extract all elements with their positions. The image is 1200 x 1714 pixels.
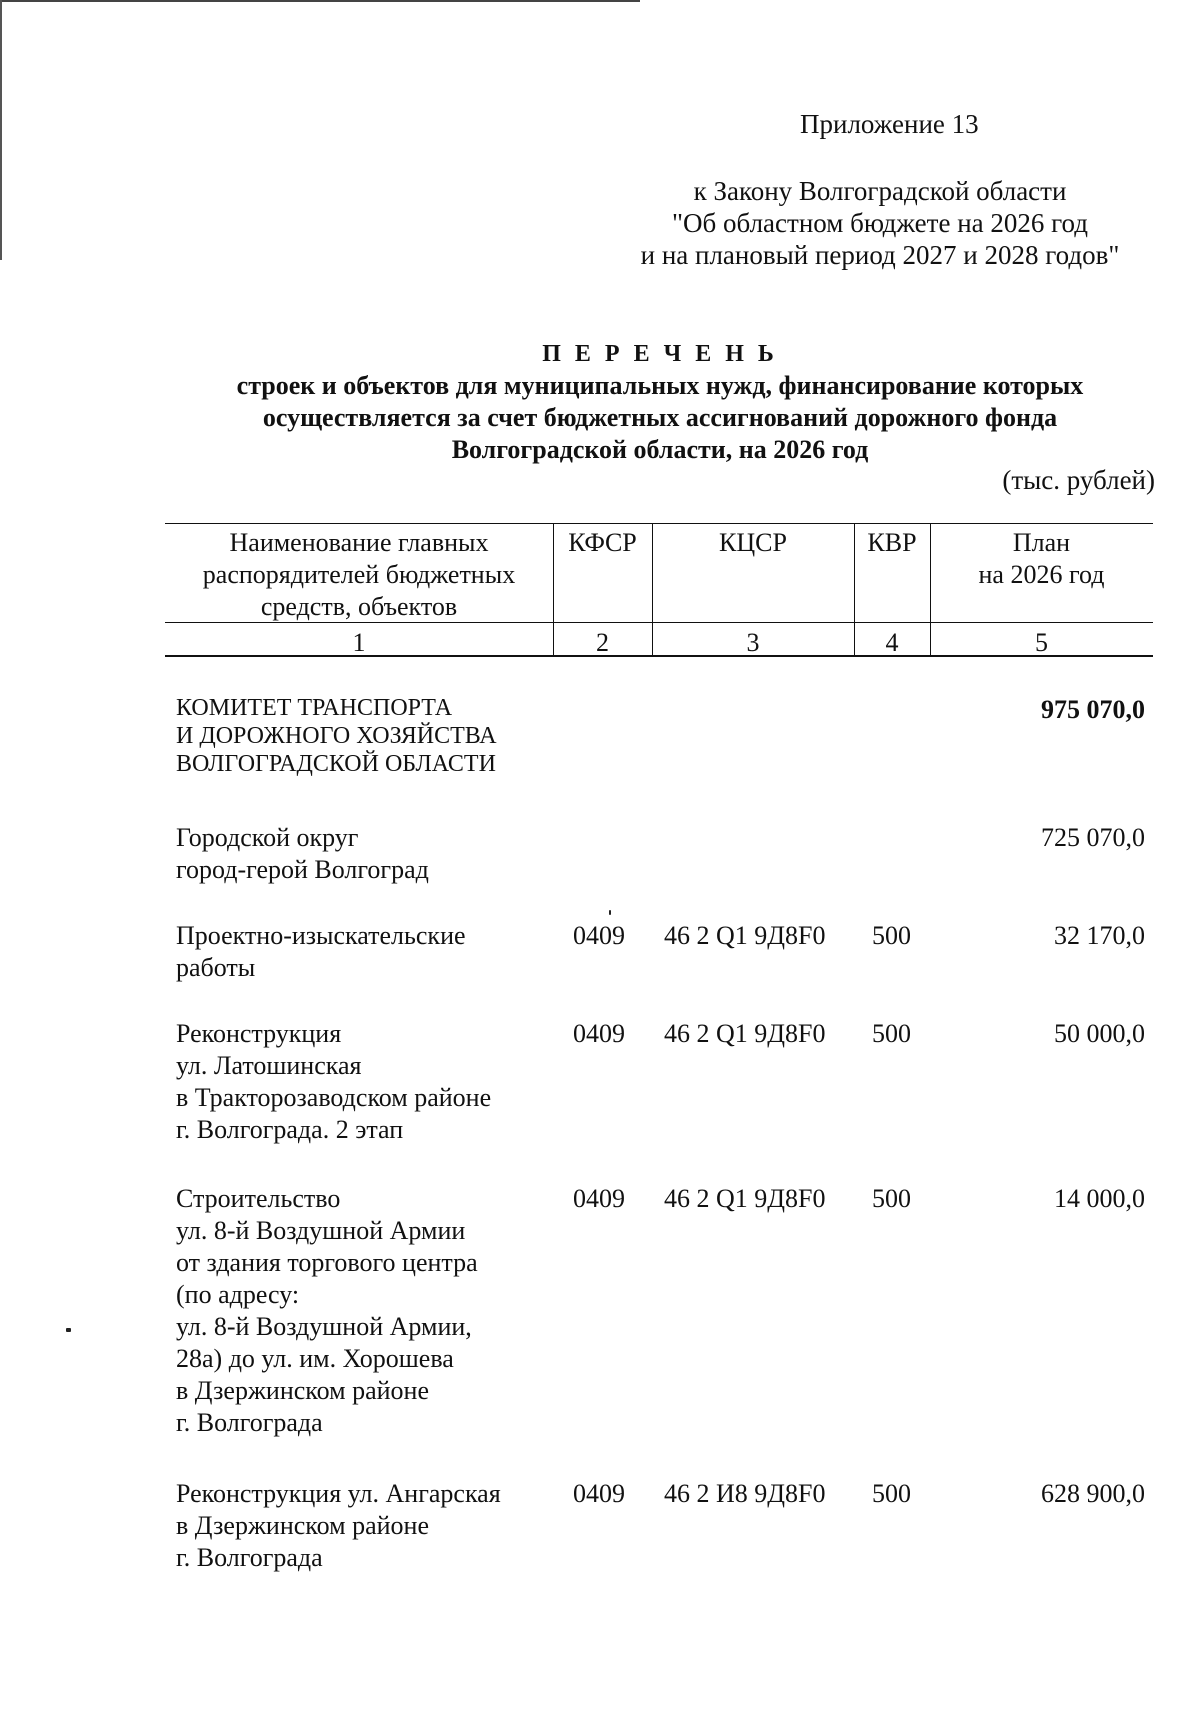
row-name-line: г. Волгограда (176, 1408, 323, 1437)
row-name-line: (по адресу: (176, 1280, 300, 1309)
row-name-line: ВОЛГОГРАДСКОЙ ОБЛАСТИ (176, 751, 496, 777)
row-name-line: Строительство (176, 1184, 341, 1213)
header-plan-line: на 2026 год (978, 560, 1105, 589)
row-kfsr: 0409 (573, 921, 625, 950)
column-number: 5 (1035, 628, 1048, 657)
scan-speck (66, 1328, 71, 1332)
row-name-line: г. Волгограда (176, 1543, 323, 1572)
column-number: 4 (885, 628, 899, 657)
row-name-line: Проектно-изыскательские (176, 921, 466, 950)
row-name-line: в Тракторозаводском районе (176, 1083, 492, 1112)
row-amount: 725 070,0 (1041, 823, 1145, 852)
law-reference-line: к Закону Волгоградской области (693, 176, 1067, 206)
law-reference-line: "Об областном бюджете на 2026 год (672, 208, 1088, 238)
table-row-name (176, 920, 556, 984)
law-reference (600, 175, 1160, 271)
header-kfsr: КФСР (568, 528, 637, 557)
column-number: 3 (746, 628, 760, 657)
row-name-line: ул. Латошинская (176, 1051, 362, 1080)
row-name-line: 28а) до ул. им. Хорошева (176, 1344, 454, 1373)
table-row-name (176, 1018, 556, 1146)
header-name-line: распорядителей бюджетных (202, 560, 516, 589)
table-row-name (176, 694, 556, 778)
row-name-line: Реконструкция ул. Ангарская (176, 1479, 501, 1508)
scan-edge-top (0, 0, 640, 2)
table-row-name (176, 822, 556, 886)
table-row-name (176, 1183, 556, 1439)
header-name (165, 527, 553, 623)
scan-speck (609, 910, 611, 915)
header-name-line: средств, объектов (260, 592, 458, 621)
title-main: П Е Р Е Ч Е Н Ь (542, 341, 778, 367)
row-amount: 14 000,0 (1054, 1184, 1145, 1213)
table-top-rule (165, 523, 1153, 524)
title-line: осуществляется за счет бюджетных ассигнований дорожного фонда (262, 403, 1058, 432)
row-name-line: г. Волгограда. 2 этап (176, 1115, 404, 1144)
row-amount: 32 170,0 (1054, 921, 1145, 950)
law-reference-line: и на плановый период 2027 и 2028 годов" (640, 240, 1120, 270)
header-kcsr: КЦСР (719, 528, 787, 557)
title-line: Волгоградской области, на 2026 год (451, 435, 869, 464)
row-name-line: в Дзержинском районе (176, 1376, 429, 1405)
row-name-line: ул. 8-й Воздушной Армии, (176, 1312, 472, 1341)
row-kfsr: 0409 (573, 1019, 625, 1048)
title-line: строек и объектов для муниципальных нужд, финансирование которых (236, 371, 1084, 400)
row-amount: 50 000,0 (1054, 1019, 1145, 1048)
row-kvr: 500 (872, 1479, 911, 1508)
header-name-line: Наименование главных (229, 528, 489, 557)
document-title (160, 338, 1160, 466)
row-kcsr: 46 2 И8 9Д8F0 (664, 1479, 826, 1508)
table-row-name (176, 1478, 556, 1574)
row-name-line: И ДОРОЖНОГО ХОЗЯЙСТВА (176, 723, 497, 749)
row-kcsr: 46 2 Q1 9Д8F0 (664, 921, 826, 950)
row-name-line: работы (176, 953, 256, 982)
row-kvr: 500 (872, 1184, 911, 1213)
header-plan (930, 527, 1153, 591)
row-name-line: ул. 8-й Воздушной Армии (176, 1216, 466, 1245)
row-kfsr: 0409 (573, 1479, 625, 1508)
row-kvr: 500 (872, 921, 911, 950)
units-label: (тыс. рублей) (1002, 465, 1155, 495)
appendix-label: Приложение 13 (800, 109, 979, 139)
column-number: 1 (352, 628, 366, 657)
header-kvr: КВР (867, 528, 917, 557)
row-amount: 975 070,0 (1041, 695, 1145, 724)
row-name-line: Реконструкция (176, 1019, 342, 1048)
row-name-line: в Дзержинском районе (176, 1511, 429, 1540)
row-name-line: от здания торгового центра (176, 1248, 478, 1277)
row-kcsr: 46 2 Q1 9Д8F0 (664, 1019, 826, 1048)
row-kcsr: 46 2 Q1 9Д8F0 (664, 1184, 826, 1213)
column-number: 2 (596, 628, 609, 657)
row-kvr: 500 (872, 1019, 911, 1048)
header-plan-line: План (1012, 528, 1071, 557)
scan-edge-left (0, 0, 2, 260)
row-name-line: Городской округ (176, 823, 359, 852)
row-name-line: КОМИТЕТ ТРАНСПОРТА (176, 695, 453, 721)
row-amount: 628 900,0 (1041, 1479, 1145, 1508)
row-kfsr: 0409 (573, 1184, 625, 1213)
row-name-line: город-герой Волгоград (176, 855, 429, 884)
